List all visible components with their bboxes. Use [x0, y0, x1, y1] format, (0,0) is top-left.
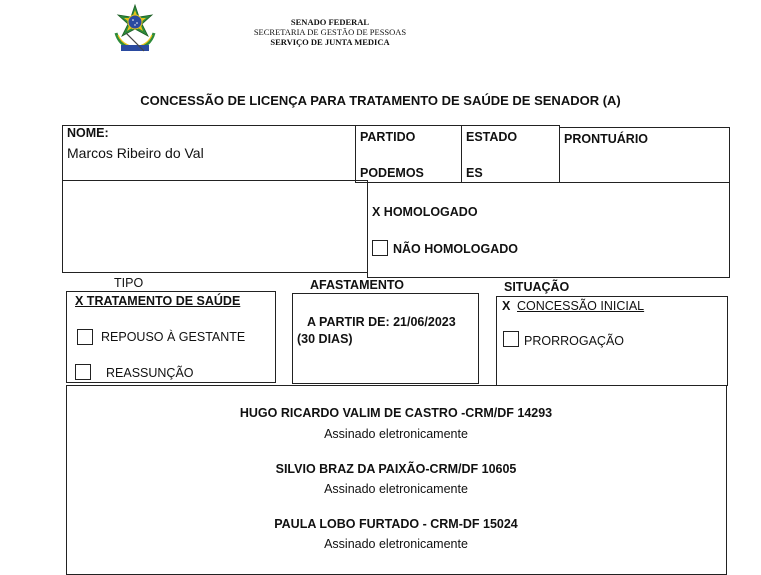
prorrogacao-option: PRORROGAÇÃO	[524, 334, 625, 348]
afastamento-duration: (30 DIAS)	[297, 332, 353, 346]
header-org: SENADO FEDERAL	[290, 17, 370, 27]
name-label: NOME:	[67, 126, 109, 140]
document-title: CONCESSÃO DE LICENÇA PARA TRATAMENTO DE SAÚDE DE SENADOR (A)	[140, 93, 621, 108]
blank-cell	[62, 180, 368, 273]
afastamento-start: A PARTIR DE: 21/06/2023	[307, 315, 456, 329]
signature-status-3: Assinado eletronicamente	[324, 537, 468, 551]
nao-homologado-checkbox[interactable]	[372, 240, 388, 256]
header-service: SERVIÇO DE JUNTA MEDICA	[270, 37, 390, 47]
situacao-selected: CONCESSÃO INICIAL	[517, 299, 645, 313]
signature-name-2: SILVIO BRAZ DA PAIXÃO-CRM/DF 10605	[275, 462, 517, 476]
homologation-cell	[367, 182, 730, 278]
signature-status-1: Assinado eletronicamente	[324, 427, 468, 441]
party-value: PODEMOS	[360, 166, 424, 180]
gestante-checkbox[interactable]	[77, 329, 93, 345]
header-department: SECRETARIA DE GESTÃO DE PESSOAS	[253, 27, 407, 37]
signature-name-3: PAULA LOBO FURTADO - CRM-DF 15024	[274, 517, 518, 531]
gestante-option: REPOUSO À GESTANTE	[101, 330, 246, 344]
prorrogacao-checkbox[interactable]	[503, 331, 519, 347]
reassuncao-checkbox[interactable]	[75, 364, 91, 380]
tipo-label: TIPO	[114, 276, 144, 290]
nao-homologado-option: NÃO HOMOLOGADO	[393, 242, 518, 256]
state-value: ES	[466, 166, 483, 180]
brazil-coat-of-arms-icon	[108, 3, 162, 55]
reassuncao-option: REASSUNÇÃO	[106, 366, 194, 380]
tipo-selected: X TRATAMENTO DE SAÚDE	[75, 294, 241, 308]
signature-status-2: Assinado eletronicamente	[324, 482, 468, 496]
signature-name-1: HUGO RICARDO VALIM DE CASTRO -CRM/DF 14293	[239, 406, 553, 420]
state-label: ESTADO	[466, 130, 518, 144]
afastamento-label: AFASTAMENTO	[310, 278, 404, 292]
party-label: PARTIDO	[360, 130, 416, 144]
situacao-mark: X	[502, 299, 511, 313]
situacao-label: SITUAÇÃO	[504, 280, 570, 294]
name-value: Marcos Ribeiro do Val	[67, 145, 204, 161]
record-label: PRONTUÁRIO	[564, 132, 649, 146]
homologado-option: X HOMOLOGADO	[372, 205, 478, 219]
